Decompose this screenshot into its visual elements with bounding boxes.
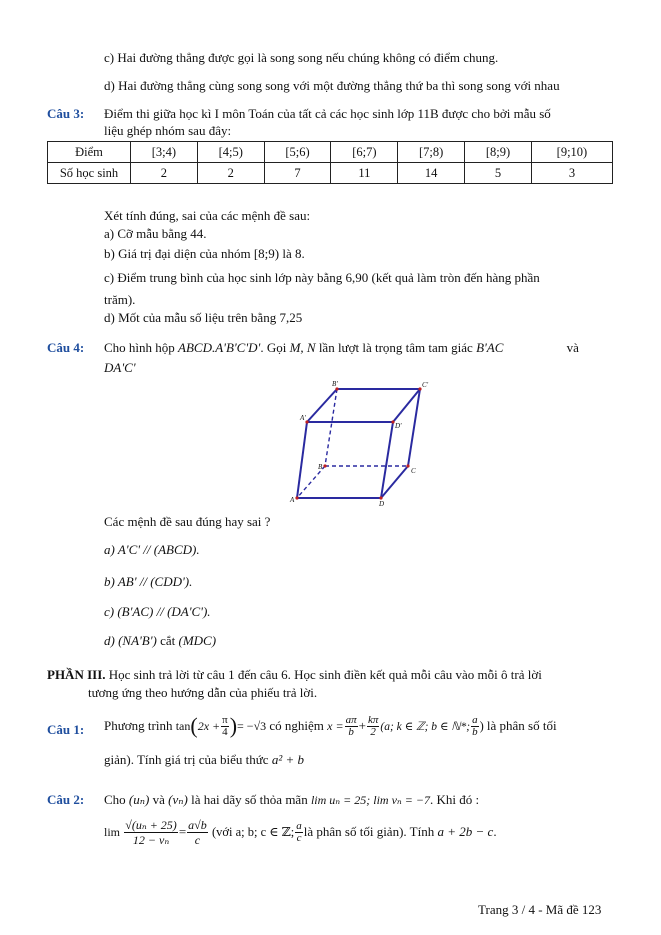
table-cell: [6;7) [331,142,398,163]
grouped-data-table [47,141,613,184]
parallelepiped-figure [285,378,435,508]
question-4-a: a) A'C' // (ABCD). [104,542,200,557]
table-cell: 14 [398,163,465,184]
question-4-label: Câu 4: [47,340,85,355]
question-3-c-line1: c) Điểm trung bình của học sinh lớp này bằng 6,90 (kết quả làm tròn đến hàng phần [104,270,540,285]
table-cell: [5;6) [264,142,331,163]
part-3-title: PHẦN III. [47,667,106,682]
table-cell: 7 [264,163,331,184]
question-3-text-line1: Điểm thi giữa học kì I môn Toán của tất cả các học sinh lớp 11B được cho bởi mẫu số [104,106,551,121]
table-cell: 11 [331,163,398,184]
table-row [48,142,613,163]
question-3-prompt: Xét tính đúng, sai của các mệnh đề sau: [104,208,311,223]
vertex-a1 [305,420,308,423]
part-3-line2: tương ứng theo hướng dẫn của phiếu trả lời. [88,685,318,700]
table-cell: [7;8) [398,142,465,163]
table-row [48,163,613,184]
question-3-label: Câu 3: [47,106,85,121]
question-4-b: b) AB' // (CDD'). [104,574,193,589]
question-3-a: a) Cỡ mẫu bằng 44. [104,226,207,241]
vertex-b [323,464,326,467]
table-cell: 3 [531,163,612,184]
table-cell: 2 [197,163,264,184]
p3-question-2-line1: Cho (uₙ) và (vₙ) là hai dãy số thỏa mãn lim uₙ = 25; lim vₙ = −7. Khi đó : [104,792,480,807]
p3-question-1-line1: Phương trình tan ( 2x + $\frac{\pi}{4}$ ) = −√3 có nghiệm x = $\frac{a\pi}{b}$ + $\frac{k\pi}{2}$ (a; k ∈ ℤ; b ∈ ℕ*; a b ) là phân số tối [104,713,557,738]
label-d: D [379,500,385,508]
label-c: C [411,467,416,475]
vertex-c [406,464,409,467]
table-cell: [9;10) [531,142,612,163]
label-c1: C' [422,381,429,389]
frac-pi-over-4: $\frac{\pi}{4}$ [222,713,228,738]
question-4-line2: DA'C' [104,360,136,375]
p3-question-1-line2: giản). Tính giá trị của biểu thức a² + b [104,752,304,767]
statement-d: d) Hai đường thẳng cùng song song với một đường thẳng thứ ba thì song song với nhau [104,78,560,93]
statement-c: c) Hai đường thẳng được gọi là song song nếu chúng không có điểm chung. [104,50,499,65]
table-cell: [3;4) [131,142,198,163]
table-cell: 2 [131,163,198,184]
label-d1: D' [395,422,402,430]
box-name: ABCD.A'B'C'D' [178,340,261,355]
label-b: B [318,463,323,471]
vertex-a [295,496,298,499]
table-cell: [4;5) [197,142,264,163]
question-3-b: b) Giá trị đại diện của nhóm [8;9) là 8. [104,246,305,261]
part-3-heading: PHẦN III. Học sinh trả lời từ câu 1 đến câu 6. Học sinh điền kết quả mỗi câu vào mỗi ô trả lời [47,667,542,682]
edge-a1a [297,422,307,498]
question-3-text-line2: liệu ghép nhóm sau đây: [104,123,232,138]
page-footer: Trang 3 / 4 - Mã đề 123 [478,902,602,917]
table-header-so-hoc-sinh: Số học sinh [48,163,131,184]
p3-question-2-label: Câu 2: [47,792,85,807]
p3-question-2-line2: lim $\frac{\text{√(uₙ + 25)}}{\text{12 − vₙ}}$ = $\frac{a√b}{c}$ (với a; b; c ∈ ℤ; a c là phân số tối giản). Tính a + 2b − c . [104,817,497,847]
question-3-d: d) Mốt của mẫu số liệu trên bằng 7,25 [104,310,303,325]
table-header-diem: Điểm [48,142,131,163]
limit-fraction: $\frac{\text{√(uₙ + 25)}}{\text{12 − vₙ}}$ [125,817,177,847]
label-a: A [290,496,295,504]
label-b1: B' [332,380,338,388]
label-a1: A' [300,414,306,422]
question-4-d: d) (NA'B') cắt (MDC) [104,633,217,648]
question-4-prompt: Các mệnh đề sau đúng hay sai ? [104,514,271,529]
question-4-c: c) (B'AC) // (DA'C'). [104,604,211,619]
question-4-line1: Cho hình hộp ABCD.A'B'C'D'. Gọi M, N lần lượt là trọng tâm tam giác B'AC và [104,340,579,355]
table-cell: [8;9) [465,142,532,163]
p3-question-1-label: Câu 1: [47,722,85,737]
table-cell: 5 [465,163,532,184]
question-3-c-line2: trăm). [104,292,136,307]
